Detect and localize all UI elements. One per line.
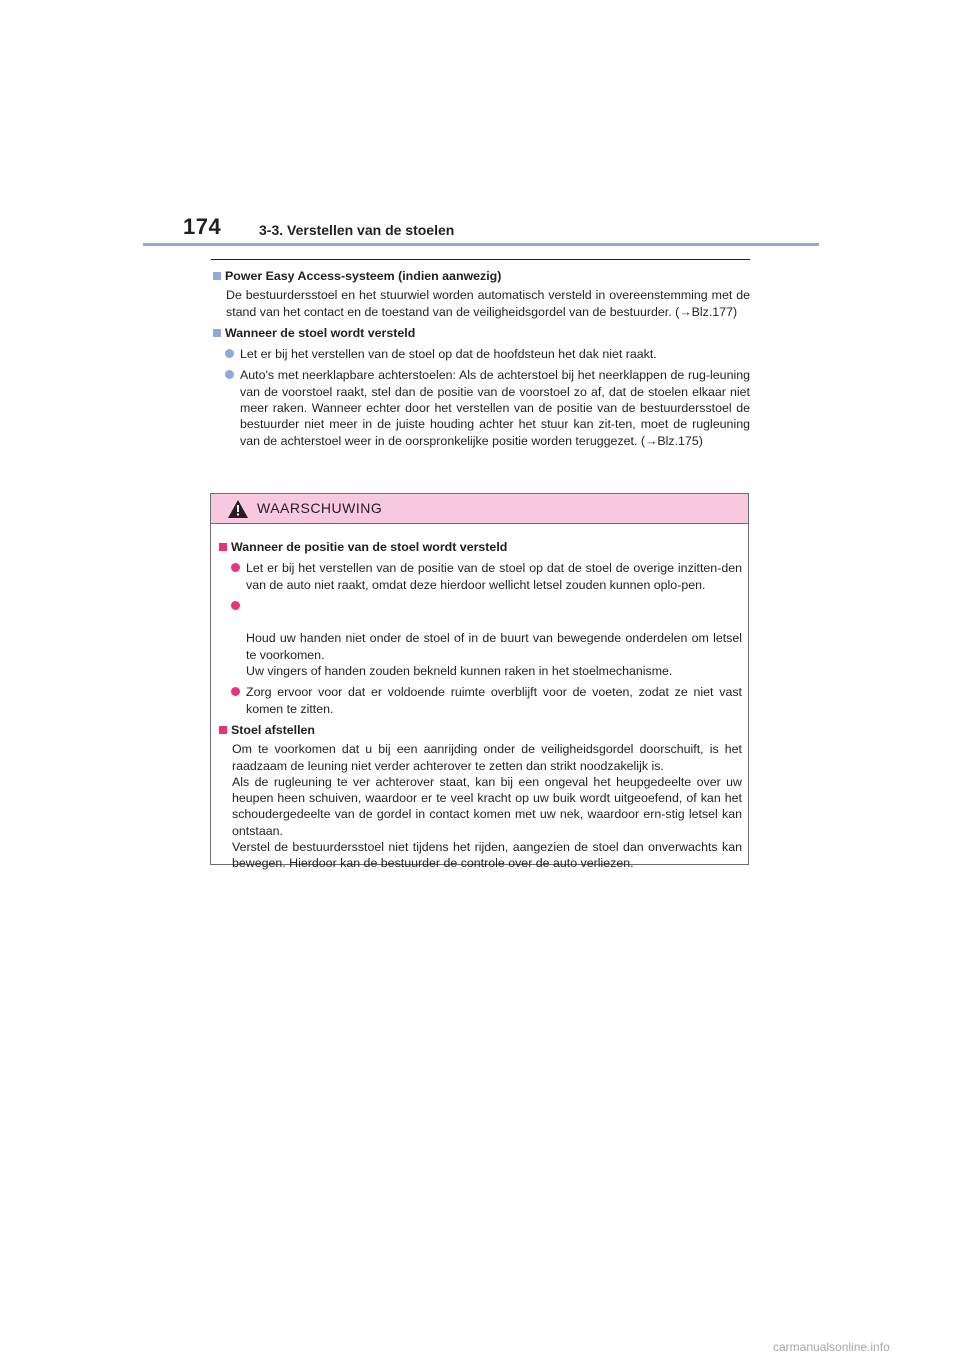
list-item: Houd uw handen niet onder de stoel of in de buurt van bewegende onderdelen om letsel te voorkomen. Uw vingers of handen zouden bekneld kunnen raken in het stoelmechanisme.	[217, 598, 742, 679]
round-bullet-icon	[225, 370, 234, 379]
warning-header	[211, 494, 748, 524]
round-bullet-icon	[225, 349, 234, 358]
page-header	[0, 0, 960, 250]
warning-title: WAARSCHUWING	[257, 500, 383, 516]
content-divider	[211, 259, 750, 260]
warning-heading-seat-adjust: Stoel afstellen	[217, 722, 742, 738]
list-item: Let er bij het verstellen van de stoel op dat de hoofdsteun het dak niet raakt.	[211, 346, 750, 362]
page-number: 174	[183, 214, 222, 239]
square-bullet-icon	[213, 329, 221, 337]
list-item: Let er bij het verstellen van de positie van de stoel op dat de stoel de overige inzitten-den van de auto niet raakt, omdat deze hierdoor wellicht letsel zouden kunnen oplo-pen.	[217, 560, 742, 593]
section-title: 3-3. Verstellen van de stoelen	[259, 222, 455, 238]
list-item: Zorg ervoor voor dat er voldoende ruimte overblijft voor de voeten, zodat ze niet vast komen te zitten.	[217, 684, 742, 717]
section-body-power-easy-access: De bestuurdersstoel en het stuurwiel worden automatisch versteld in overeenstemming met de stand van het contact en de toestand van de veiligheidsgordel van de bestuurder. (→Blz.177)	[226, 288, 750, 319]
list-item: Auto's met neerklapbare achterstoelen: Als de achterstoel bij het neerklappen de rug-leuning van de voorstoel raakt, stel dan de positie van de voorstoel zo af, dat de stoelen elkaar niet meer raken. Wanneer echter door het verstellen van de positie van de bestuurdersstoel de bestuurder niet meer in de juiste houding achter het stuur kan zit-ten, moet de rugleuning van de achterstoel weer in de oorspronkelijke positie worden teruggezet. (→Blz.175)	[211, 367, 750, 448]
warning-box	[210, 493, 749, 871]
round-bullet-icon	[231, 563, 240, 572]
round-bullet-icon	[231, 687, 240, 696]
round-bullet-icon	[231, 601, 240, 610]
warning-triangle-icon	[228, 500, 248, 518]
warning-heading-position: Wanneer de positie van de stoel wordt versteld	[217, 539, 742, 555]
square-bullet-icon	[219, 726, 227, 734]
header-divider	[143, 243, 819, 246]
section-heading-seat-adjust: Wanneer de stoel wordt versteld	[211, 325, 750, 341]
warning-content	[211, 524, 748, 872]
main-content	[211, 268, 750, 449]
square-bullet-icon	[213, 272, 221, 280]
square-bullet-icon	[219, 543, 227, 551]
footer-watermark: carmanualsonline.info	[773, 1340, 890, 1354]
warning-body-seat-adjust: Om te voorkomen dat u bij een aanrijding onder de veiligheidsgordel doorschuift, is het raadzaam de leuning niet verder achterover te zetten dan strikt noodzakelijk is. Als de rugleuning te ver achterover staat, kan bij een ongeval het heupgedeelte over uw heupen heen schuiven, waardoor er te veel kracht op uw buik wordt uitgeoefend, of kan het schoudergedeelte van de gordel in contact komen met uw nek, waardoor ern-stig letsel kan ontstaan. Verstel de bestuurdersstoel niet tijdens het rijden, aangezien de stoel dan onverwachts kan bewegen. Hierdoor kan de bestuurder de controle over de auto verliezen.	[232, 742, 742, 871]
section-heading-power-easy-access: Power Easy Access-systeem (indien aanwezig)	[211, 268, 750, 284]
